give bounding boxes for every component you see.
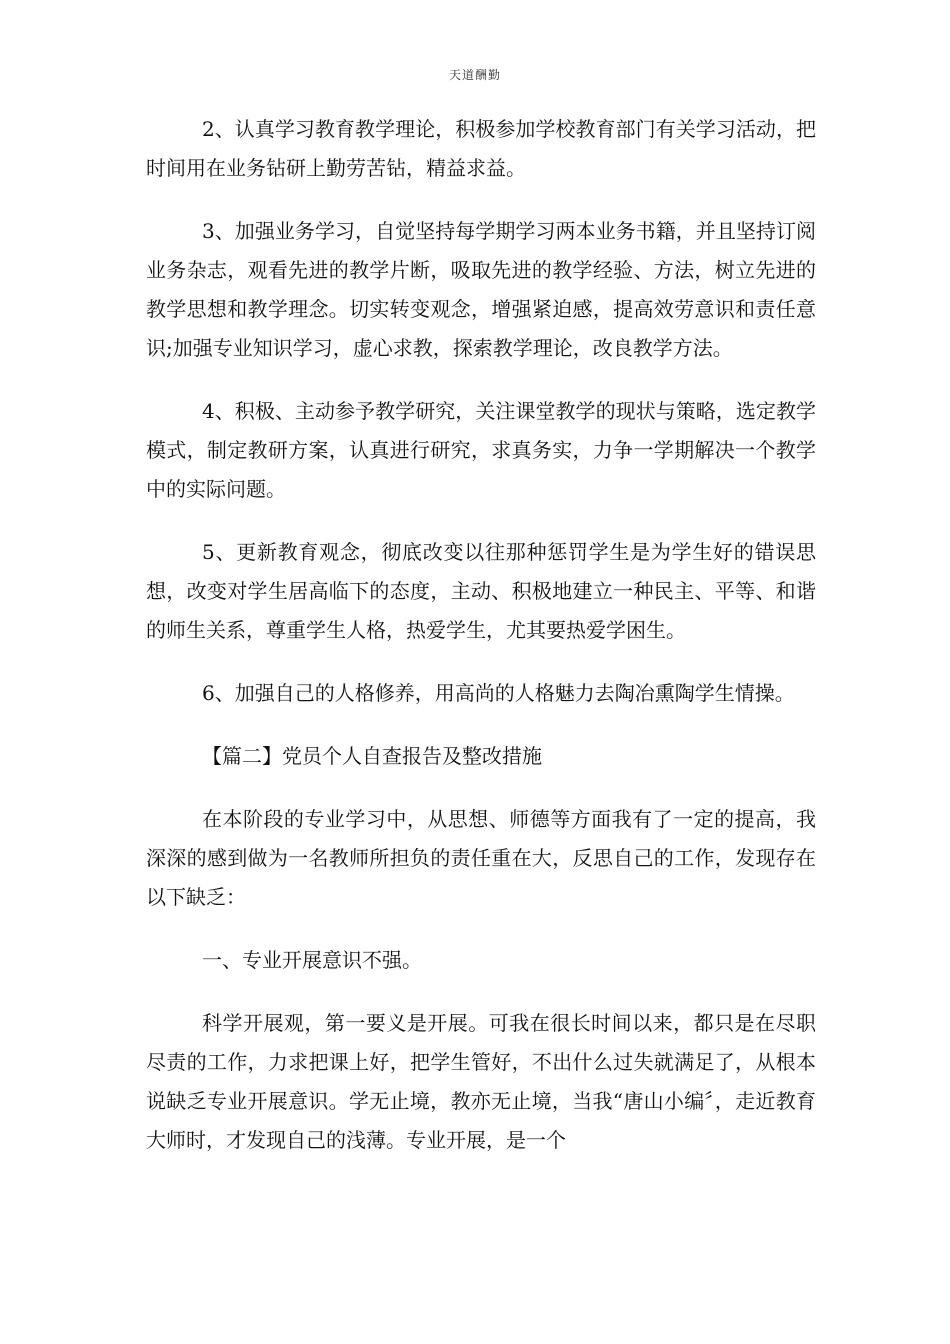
intro-paragraph: 在本阶段的专业学习中，从思想、师德等方面我有了一定的提高，我深深的感到做为一名教师所担负的责任重在大，反思自己的工作，发现存在以下缺乏：	[146, 807, 816, 909]
subheading-one: 一、专业开展意识不强。	[202, 948, 422, 972]
paragraph-item-4: 4、积极、主动参予教学研究，关注课堂教学的现状与策略，选定教学模式，制定教研方案，认真进行研究，求真务实，力争一学期解决一个教学中的实际问题。	[146, 399, 816, 501]
document-body	[146, 110, 816, 1184]
section-heading: 【篇二】党员个人自查报告及整改措施	[202, 744, 542, 768]
paragraph-item-2: 2、认真学习教育教学理论，积极参加学校教育部门有关学习活动，把时间用在业务钻研上勤劳苦钻，精益求益。	[146, 117, 816, 180]
paragraph-item-5: 5、更新教育观念，彻底改变以往那种惩罚学生是为学生好的错误思想，改变对学生居高临下的态度，主动、积极地建立一种民主、平等、和谐的师生关系，尊重学生人格，热爱学生，尤其要热爱学困生。	[146, 540, 816, 642]
body-paragraph: 科学开展观，第一要义是开展。可我在很长时间以来，都只是在尽职尽责的工作，力求把课上好，把学生管好，不出什么过失就满足了，从根本说缺乏专业开展意识。学无止境，教亦无止境，当我“唐山小编〞，走近教育大师时，才发现自己的浅薄。专业开展，是一个	[146, 1011, 816, 1152]
paragraph-item-6: 6、加强自己的人格修养，用高尚的人格魅力去陶冶熏陶学生情操。	[202, 681, 795, 705]
paragraph-item-3: 3、加强业务学习，自觉坚持每学期学习两本业务书籍，并且坚持订阅业务杂志，观看先进的教学片断，吸取先进的教学经验、方法，树立先进的教学思想和教学理念。切实转变观念，增强紧迫感，提高效劳意识和责任意识;加强专业知识学习，虚心求教，探索教学理论，改良教学方法。	[146, 219, 816, 360]
page-header: 天道酬勤	[448, 68, 501, 82]
